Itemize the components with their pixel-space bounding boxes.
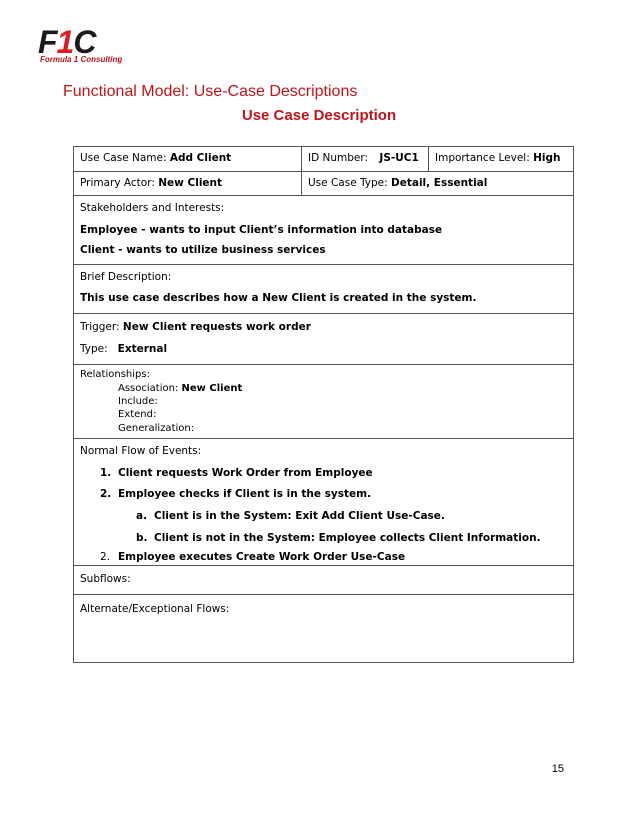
company-logo (38, 26, 138, 68)
flow-step: Employee checks if Client is in the system. (118, 488, 372, 500)
primary-actor-value: New Client (158, 177, 223, 189)
brief-description-value: This use case describes how a New Client is created in the system. (80, 292, 477, 304)
row-stakeholders (74, 196, 573, 265)
use-case-type-label: Use Case Type: (308, 177, 388, 189)
flow-step-number: 2. (100, 488, 112, 500)
use-case-name-value: Add Client (169, 152, 232, 164)
page-number: 15 (551, 763, 564, 775)
row-trigger (74, 314, 573, 365)
flow-step: Employee executes Create Work Order Use-Case (118, 551, 406, 563)
stakeholder-item: Employee - wants to input Client’s information into database (80, 224, 443, 236)
association-label: Association: (118, 383, 179, 394)
brief-description-label: Brief Description: (80, 271, 172, 283)
id-number-value: JS-UC1 (379, 152, 419, 164)
id-number-label: ID Number: (308, 152, 369, 164)
stakeholder-item: Client - wants to utilize business services (80, 244, 326, 256)
flow-substep: Client is not in the System: Employee collects Client Information. (154, 532, 541, 544)
trigger-value: New Client requests work order (122, 321, 311, 333)
normal-flow-label: Normal Flow of Events: (80, 445, 202, 457)
alternate-flows-label: Alternate/Exceptional Flows: (80, 603, 230, 615)
generalization-label: Generalization: (118, 423, 195, 434)
association-value: New Client (181, 383, 243, 394)
logo-subtitle: Formula 1 Consulting (40, 55, 123, 64)
header-title: Functional Model: Use-Case Descriptions (63, 83, 358, 100)
flow-substep-number: b. (136, 532, 148, 544)
flow-substep-number: a. (136, 510, 148, 522)
flow-step-number: 1. (100, 467, 112, 479)
row-name-id-importance (74, 147, 573, 172)
extend-label: Extend: (118, 409, 157, 420)
stakeholders-label: Stakeholders and Interests: (80, 202, 225, 214)
importance-value: High (533, 152, 561, 164)
trigger-type-value: External (117, 343, 168, 355)
row-subflows (74, 566, 573, 595)
flow-substep: Client is in the System: Exit Add Client Use-Case. (154, 510, 445, 522)
importance-label: Importance Level: (435, 152, 530, 164)
row-normal-flow (74, 439, 573, 566)
row-brief-description (74, 265, 573, 314)
trigger-label: Trigger: (80, 321, 120, 333)
row-actor-type (74, 172, 573, 196)
logo-mark: F1C (38, 24, 96, 60)
relationships-label: Relationships: (80, 369, 150, 380)
row-alternate-flows (74, 595, 573, 662)
use-case-table (73, 146, 574, 663)
subflows-label: Subflows: (80, 573, 131, 585)
use-case-name-label: Use Case Name: (80, 152, 167, 164)
trigger-type-label: Type: (80, 343, 108, 355)
flow-step-number: 2. (100, 551, 111, 563)
row-relationships (74, 365, 573, 439)
flow-step: Client requests Work Order from Employee (118, 467, 373, 479)
include-label: Include: (118, 396, 158, 407)
document-title: Use Case Description (241, 107, 397, 124)
primary-actor-label: Primary Actor: (80, 177, 155, 189)
use-case-type-value: Detail, Essential (391, 177, 488, 189)
